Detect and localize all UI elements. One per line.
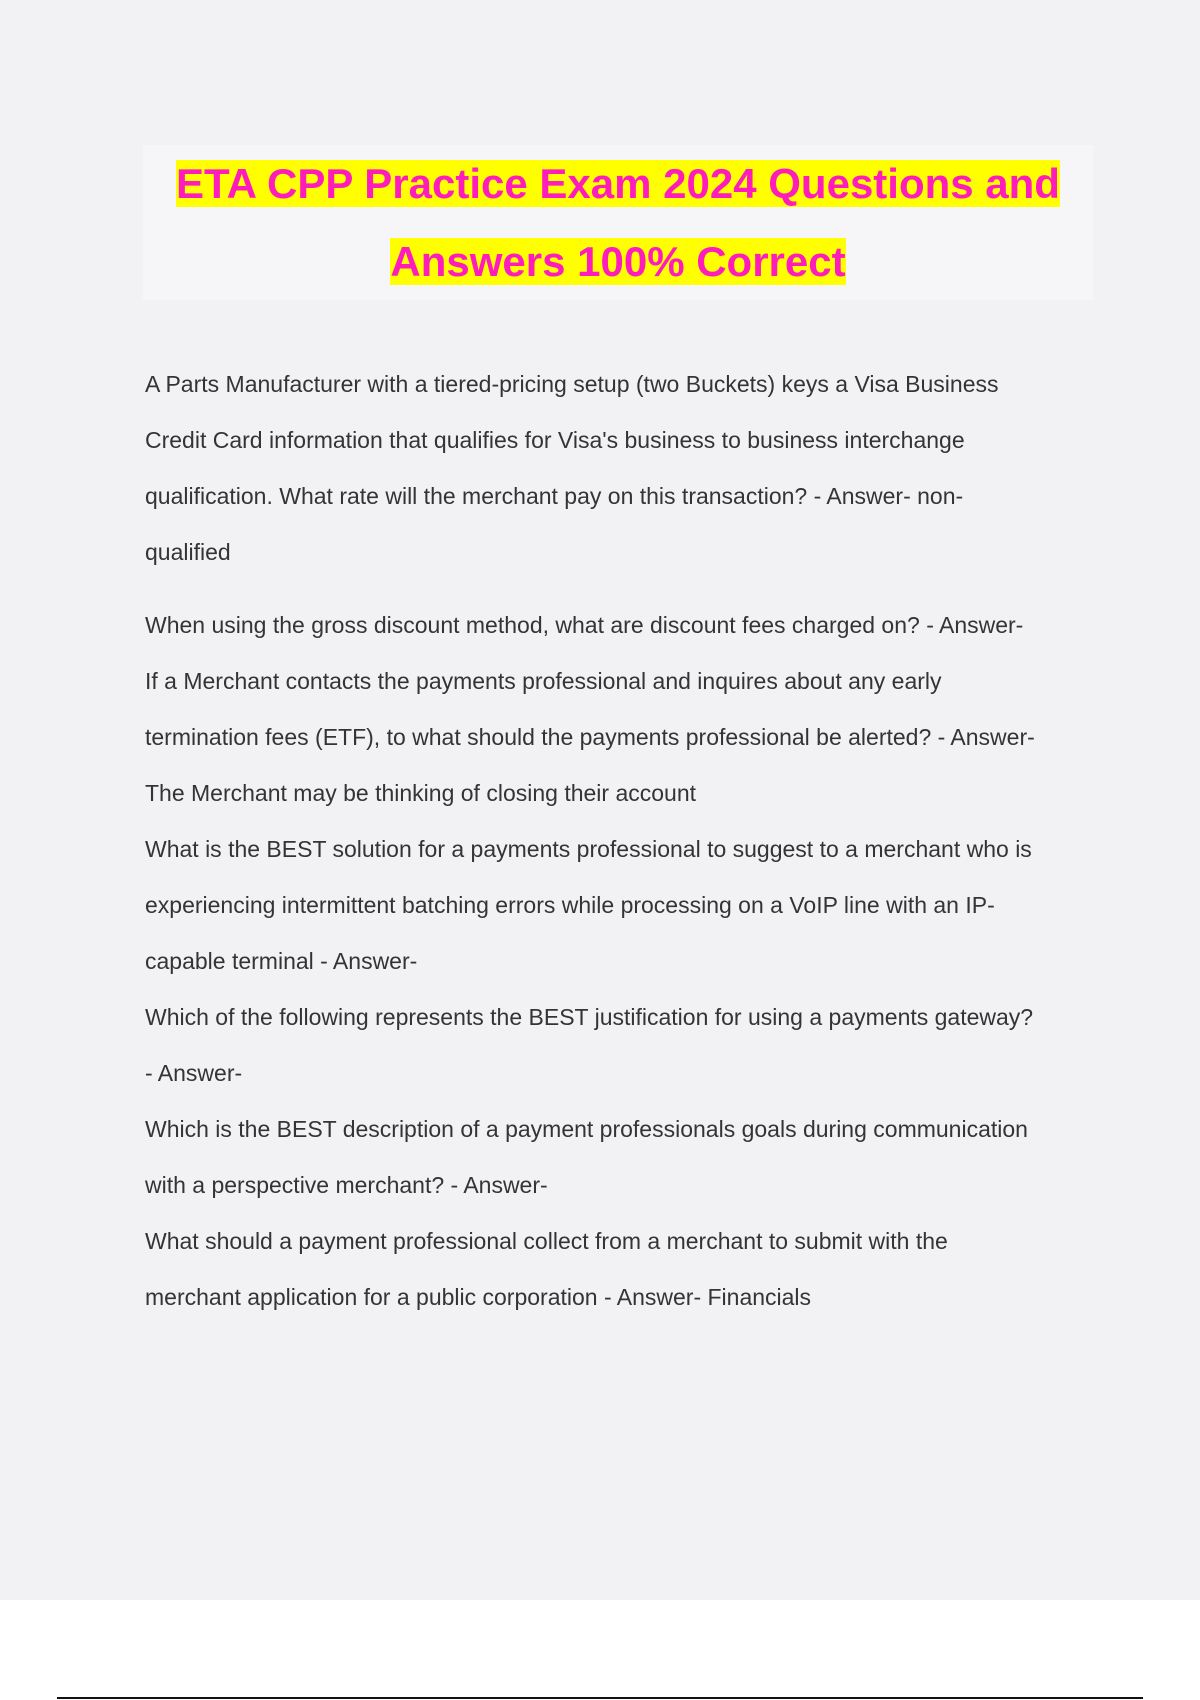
text-line: When using the gross discount method, what are discount fees charged on? - Answer- bbox=[145, 612, 1024, 638]
document-title bbox=[143, 145, 1093, 300]
text-line: What is the BEST solution for a payments professional to suggest to a merchant who is bbox=[145, 836, 1032, 862]
text-line: qualification. What rate will the merchant pay on this transaction? - Answer- non- bbox=[145, 483, 964, 509]
footer-rule bbox=[57, 1697, 1143, 1699]
text-line: If a Merchant contacts the payments professional and inquires about any early bbox=[145, 668, 942, 694]
title-line-2: Answers 100% Correct bbox=[390, 238, 846, 285]
text-line: A Parts Manufacturer with a tiered-pricing setup (two Buckets) keys a Visa Business bbox=[145, 371, 999, 397]
text-line: Which is the BEST description of a payment professionals goals during communication bbox=[145, 1116, 1028, 1142]
text-line: Credit Card information that qualifies for Visa's business to business interchange bbox=[145, 427, 965, 453]
paragraph-2 bbox=[145, 597, 1090, 1325]
text-line: termination fees (ETF), to what should the payments professional be alerted? - Answer- bbox=[145, 724, 1035, 750]
text-line: What should a payment professional collect from a merchant to submit with the bbox=[145, 1228, 948, 1254]
paragraph-1 bbox=[145, 356, 1090, 580]
text-line: The Merchant may be thinking of closing their account bbox=[145, 780, 697, 806]
title-line-1: ETA CPP Practice Exam 2024 Questions and bbox=[176, 160, 1060, 207]
text-line: with a perspective merchant? - Answer- bbox=[145, 1172, 548, 1198]
document-body bbox=[145, 356, 1090, 1325]
text-line: Which of the following represents the BEST justification for using a payments gateway? bbox=[145, 1004, 1034, 1030]
text-line: merchant application for a public corporation - Answer- Financials bbox=[145, 1284, 812, 1310]
text-line: capable terminal - Answer- bbox=[145, 948, 418, 974]
text-line: experiencing intermittent batching errors while processing on a VoIP line with an IP- bbox=[145, 892, 995, 918]
text-line: - Answer- bbox=[145, 1060, 243, 1086]
text-line: qualified bbox=[145, 539, 231, 565]
